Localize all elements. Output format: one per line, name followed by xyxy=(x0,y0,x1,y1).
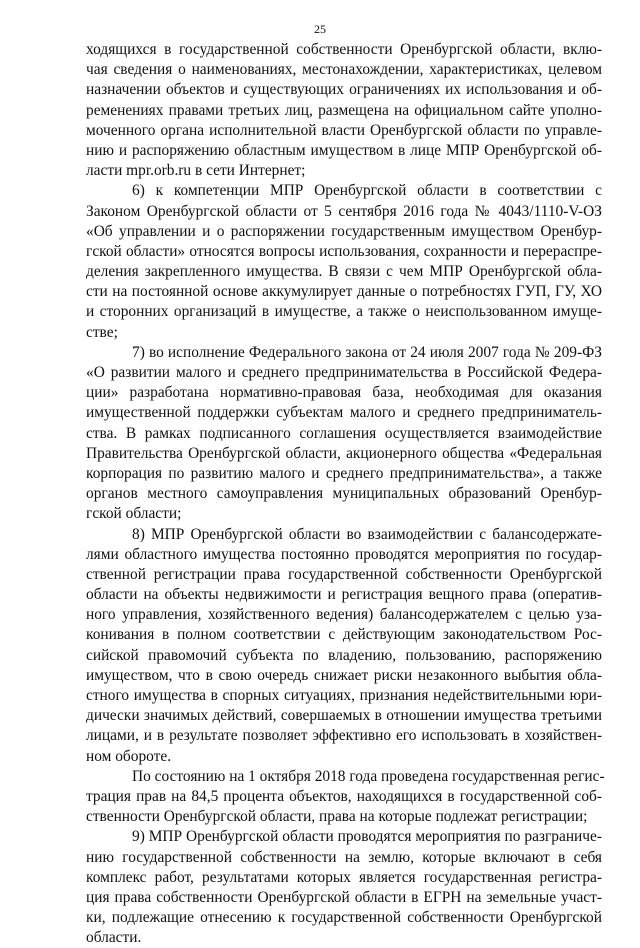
text-line: нию и распоряжению областным имуществом в лице МПР Оренбургской об- xyxy=(86,141,602,159)
text-line: 8) МПР Оренбургской области во взаимодействии с балансодержате- xyxy=(132,525,602,543)
text-line: корпорация по развитию малого и среднего предпринимательства», а также xyxy=(86,464,602,482)
text-line: деления закрепленного имущества. В связи с чем МПР Оренбургской обла- xyxy=(86,263,602,281)
text-line: ного управления, хозяйственного ведения) балансодержателем с целью уза- xyxy=(86,606,602,624)
text-line: органов местного самоуправления муниципальных образований Оренбур- xyxy=(86,485,602,503)
text-line: «О развитии малого и среднего предпринимательства в Российской Федера- xyxy=(86,364,602,381)
text-line: нию государственной собственности на землю, которые включают в себя xyxy=(86,848,602,866)
text-line: лицами, и в результате позволяет эффективно его использовать в хозяйствен- xyxy=(86,727,602,745)
text-line: назначении объектов и существующих ограничениях их использования и об- xyxy=(86,81,602,99)
text-line: Правительства Оренбургской области, акционерного общества «Федеральная xyxy=(86,444,602,462)
text-line: сти на постоянной основе аккумулирует данные о потребностях ГУП, ГУ, ХО xyxy=(86,283,602,301)
page-number: 25 xyxy=(314,22,326,36)
text-line: трация прав на 84,5 процента объектов, находящихся в государственной соб- xyxy=(86,787,602,805)
text-line: области на объекты недвижимости и регистрация вещного права (оператив- xyxy=(86,586,602,604)
text-line: конивания в полном соответствии с действующим законодательством Рос- xyxy=(86,626,602,644)
text-line: «Об управлении и о распоряжении государственным имуществом Оренбур- xyxy=(86,222,602,240)
text-line: лями областного имущества постоянно проводятся мероприятия по государ- xyxy=(86,545,602,563)
text-line: гской области; xyxy=(86,505,182,523)
text-line: ция права собственности Оренбургской области в ЕГРН на земельные участ- xyxy=(86,888,602,906)
text-line: 6) к компетенции МПР Оренбургской области в соответствии с xyxy=(132,182,602,200)
text-line: ства. В рамках подписанного соглашения осуществляется взаимодействие xyxy=(86,424,602,442)
text-line: ременениях правами третьих лиц, размещена на официальном сайте уполно- xyxy=(86,101,602,119)
text-line: ственной регистрации права государственной собственности Оренбургской xyxy=(86,565,602,583)
text-line: 9) МПР Оренбургской области проводятся мероприятия по разграниче- xyxy=(132,828,602,846)
text-line: стного имущества в спорных ситуациях, признания недействительными юри- xyxy=(86,687,602,704)
text-line: По состоянию на 1 октября 2018 года проведена государственная регис- xyxy=(132,767,605,785)
text-line: области. xyxy=(86,929,142,947)
text-line: 7) во исполнение Федерального закона от 24 июля 2007 года № 209-ФЗ xyxy=(132,343,602,361)
text-line: имущественной поддержки субъектам малого и среднего предприниматель- xyxy=(86,404,602,422)
text-line: ции» разработана нормативно-правовая база, необходимая для оказания xyxy=(86,384,602,402)
text-line: моченного органа исполнительной власти Оренбургской области по управле- xyxy=(86,121,602,139)
text-line: имуществом, что в свою очередь снижает риски незаконного выбытия обла- xyxy=(86,666,602,684)
text-line: сийской правомочий субъекта по владению, пользованию, распоряжению xyxy=(86,646,602,664)
text-line: дически значимых действий, совершаемых в отношении имущества третьими xyxy=(86,707,602,725)
text-line: и сторонних организаций в имуществе, а также о неиспользованном имуще- xyxy=(86,303,602,321)
document-body xyxy=(86,40,605,948)
text-line: гской области» относятся вопросы использования, сохранности и перераспре- xyxy=(86,242,602,260)
text-line: чая сведения о наименованиях, местонахождении, характеристиках, целевом xyxy=(86,61,602,79)
text-line: комплекс работ, результатами которых является государственная регистра- xyxy=(86,868,602,886)
text-line: ки, подлежащие отнесению к государственной собственности Оренбургской xyxy=(86,909,602,927)
text-line: ном обороте. xyxy=(86,747,172,765)
text-line: ходящихся в государственной собственности Оренбургской области, вклю- xyxy=(86,41,602,58)
text-line: ственности Оренбургской области, права на которые подлежат регистрации; xyxy=(86,808,588,826)
text-line: Законом Оренбургской области от 5 сентября 2016 года № 4043/1110-V-ОЗ xyxy=(86,202,602,220)
text-line: ласти mpr.orb.ru в сети Интернет; xyxy=(86,162,306,180)
text-line: стве; xyxy=(86,323,118,341)
